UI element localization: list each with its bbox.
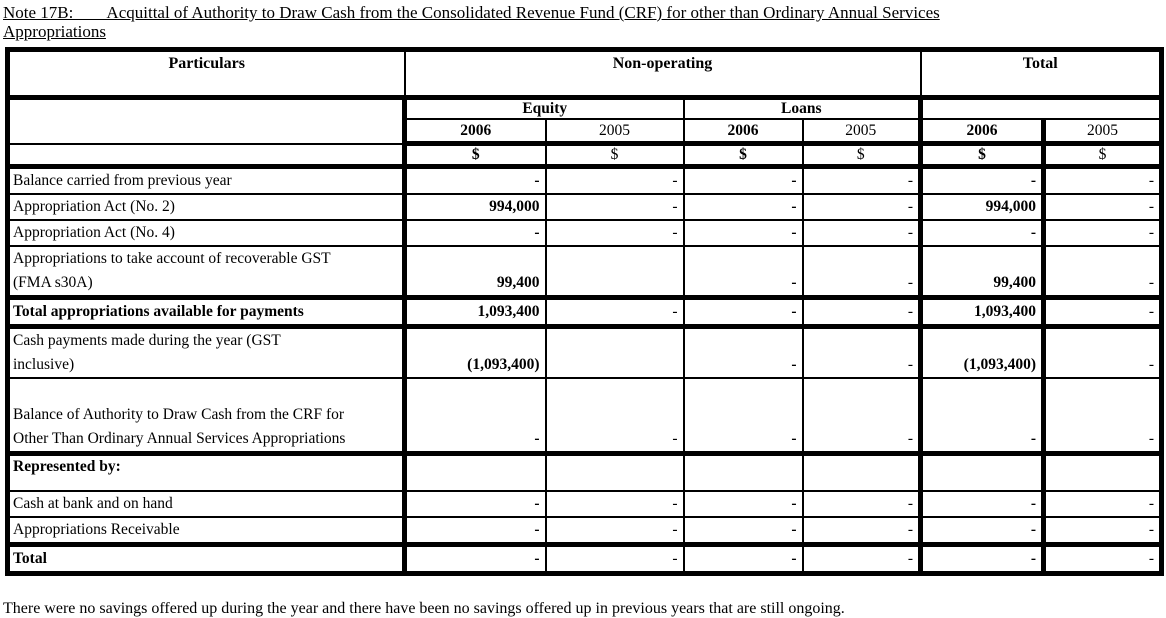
column-header-non-operating: Non-operating — [405, 50, 921, 98]
value-cell: - — [546, 220, 684, 246]
acquittal-table — [5, 47, 1164, 576]
row-label: Appropriation Act (No. 2) — [8, 194, 405, 220]
value-cell: - — [921, 517, 1044, 545]
value-cell: - — [1044, 194, 1162, 220]
value-cell: - — [684, 246, 803, 298]
header-row-subgroups — [8, 98, 1162, 120]
value-cell: - — [1044, 517, 1162, 545]
row-label: Total appropriations available for payments — [8, 298, 405, 327]
value-cell: - — [405, 545, 546, 574]
value-cell: - — [1044, 378, 1162, 454]
value-cell — [546, 454, 684, 492]
column-header-loans-2006: 2006 — [684, 119, 803, 144]
value-cell: - — [803, 220, 921, 246]
value-cell: (1,093,400) — [405, 327, 546, 379]
currency-loans-2006: $ — [684, 144, 803, 167]
table-row-total-appropriations — [8, 298, 1162, 327]
value-cell: 1,093,400 — [405, 298, 546, 327]
value-cell: - — [405, 378, 546, 454]
value-cell: - — [803, 491, 921, 517]
value-cell: - — [803, 246, 921, 298]
value-cell: - — [405, 491, 546, 517]
row-label: Appropriations Receivable — [8, 517, 405, 545]
column-header-equity: Equity — [405, 98, 684, 120]
table-row-appropriations-receivable — [8, 517, 1162, 545]
value-cell — [546, 246, 684, 298]
value-cell — [921, 454, 1044, 492]
column-header-total-2006: 2006 — [921, 119, 1044, 144]
value-cell — [546, 327, 684, 379]
header-spacer-total — [921, 98, 1162, 120]
value-cell: - — [546, 298, 684, 327]
value-cell: - — [1044, 298, 1162, 327]
value-cell: - — [921, 220, 1044, 246]
value-cell: - — [803, 327, 921, 379]
value-cell: (1,093,400) — [921, 327, 1044, 379]
value-cell: - — [1044, 491, 1162, 517]
header-row-currency — [8, 144, 1162, 167]
value-cell: - — [803, 517, 921, 545]
value-cell: - — [1044, 327, 1162, 379]
value-cell: - — [921, 378, 1044, 454]
row-label: Balance of Authority to Draw Cash from the CRF for Other Than Ordinary Annual Services Appropriations — [8, 378, 405, 454]
column-header-equity-2005: 2005 — [546, 119, 684, 144]
column-header-loans-2005: 2005 — [803, 119, 921, 144]
row-label: Appropriations to take account of recoverable GST (FMA s30A) — [8, 246, 405, 298]
row-label: Balance carried from previous year — [8, 167, 405, 195]
value-cell: - — [803, 194, 921, 220]
note-title-line1: Note 17B: Acquittal of Authority to Draw Cash from the Consolidated Revenue Fund (CRF) for other than Ordinary Annual Services — [3, 3, 940, 22]
row-label: Appropriation Act (No. 4) — [8, 220, 405, 246]
currency-spacer — [8, 144, 405, 167]
value-cell: - — [684, 378, 803, 454]
value-cell: - — [1044, 545, 1162, 574]
currency-total-2005: $ — [1044, 144, 1162, 167]
table-row-balance-authority — [8, 378, 1162, 454]
row-label: Cash at bank and on hand — [8, 491, 405, 517]
column-header-particulars: Particulars — [8, 50, 405, 98]
value-cell: - — [546, 545, 684, 574]
row-label: Total — [8, 545, 405, 574]
currency-total-2006: $ — [921, 144, 1044, 167]
table-row-appropriation-act-4 — [8, 220, 1162, 246]
value-cell: - — [1044, 246, 1162, 298]
savings-note: There were no savings offered up during the year and there have been no savings offered up in previous years that are still ongoing. — [3, 600, 845, 617]
table-row-cash-payments — [8, 327, 1162, 379]
header-row-groups — [8, 50, 1162, 98]
value-cell: 1,093,400 — [921, 298, 1044, 327]
value-cell: - — [803, 378, 921, 454]
value-cell — [684, 454, 803, 492]
value-cell: - — [546, 167, 684, 195]
column-header-total: Total — [921, 50, 1162, 98]
value-cell: - — [684, 194, 803, 220]
value-cell — [1044, 454, 1162, 492]
value-cell: - — [921, 545, 1044, 574]
value-cell: - — [546, 517, 684, 545]
value-cell: - — [803, 167, 921, 195]
table-row-represented-by — [8, 454, 1162, 492]
value-cell: - — [684, 167, 803, 195]
row-label: Cash payments made during the year (GST inclusive) — [8, 327, 405, 379]
note-title — [3, 3, 1163, 41]
value-cell: - — [684, 327, 803, 379]
column-header-loans: Loans — [684, 98, 921, 120]
value-cell: - — [1044, 167, 1162, 195]
value-cell — [803, 454, 921, 492]
value-cell: - — [803, 298, 921, 327]
value-cell: - — [684, 220, 803, 246]
value-cell: - — [684, 545, 803, 574]
value-cell: - — [921, 167, 1044, 195]
value-cell: 994,000 — [921, 194, 1044, 220]
value-cell: - — [684, 298, 803, 327]
table-row-appropriation-act-2 — [8, 194, 1162, 220]
currency-equity-2006: $ — [405, 144, 546, 167]
value-cell: - — [546, 491, 684, 517]
table-row-cash-at-bank — [8, 491, 1162, 517]
row-label: Represented by: — [8, 454, 405, 492]
note-title-line2: Appropriations — [3, 22, 106, 41]
value-cell: - — [546, 194, 684, 220]
value-cell: - — [405, 517, 546, 545]
value-cell: 99,400 — [405, 246, 546, 298]
value-cell: - — [684, 491, 803, 517]
header-spacer-particulars — [8, 98, 405, 144]
value-cell: - — [1044, 220, 1162, 246]
currency-equity-2005: $ — [546, 144, 684, 167]
value-cell: - — [546, 378, 684, 454]
value-cell: - — [405, 167, 546, 195]
table-row-total — [8, 545, 1162, 574]
value-cell: - — [405, 220, 546, 246]
column-header-total-2005: 2005 — [1044, 119, 1162, 144]
value-cell: - — [803, 545, 921, 574]
value-cell: 99,400 — [921, 246, 1044, 298]
column-header-equity-2006: 2006 — [405, 119, 546, 144]
value-cell: - — [921, 491, 1044, 517]
value-cell: 994,000 — [405, 194, 546, 220]
table-row-balance-carried — [8, 167, 1162, 195]
value-cell: - — [684, 517, 803, 545]
value-cell — [405, 454, 546, 492]
currency-loans-2005: $ — [803, 144, 921, 167]
table-row-gst — [8, 246, 1162, 298]
